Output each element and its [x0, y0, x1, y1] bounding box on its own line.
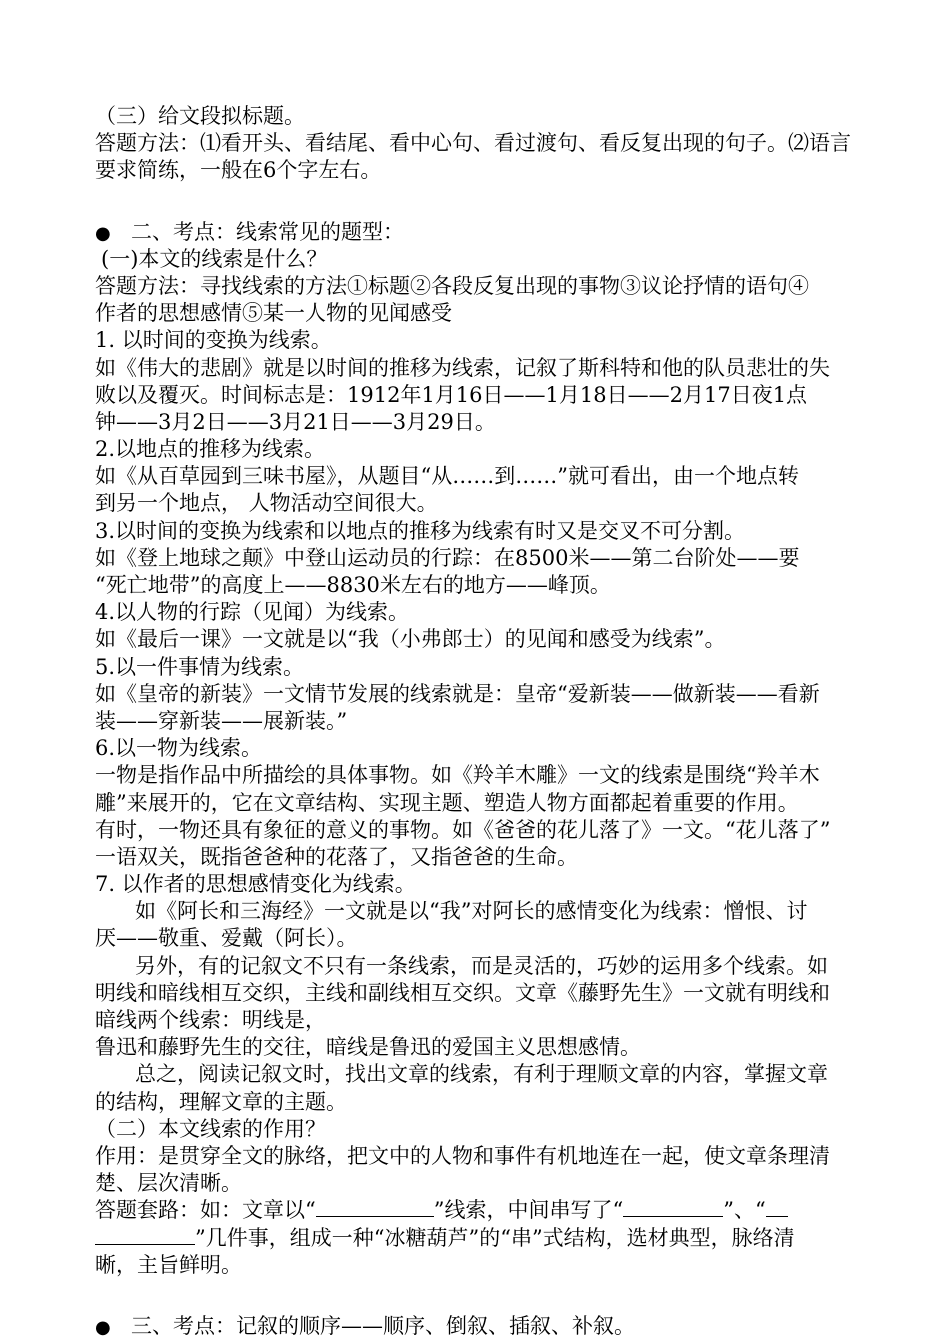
example-line: 如《最后一课》一文就是以“我（小弗郎士）的见闻和感受为线索”。 — [95, 627, 726, 652]
fill-blank[interactable] — [95, 1226, 195, 1245]
spacer — [95, 185, 865, 219]
template-text: ”线索，中间串写了“ — [433, 1198, 624, 1223]
document-page — [95, 103, 865, 1340]
template-text: ”、“ — [723, 1198, 766, 1223]
question-title: （二）本文线索的作用？ — [95, 1116, 326, 1141]
template-text: 答题套路：如：文章以“ — [95, 1198, 316, 1223]
example-line: 如《登上地球之颠》中登山运动员的行踪：在8500米——第二台阶处——要 — [95, 545, 800, 570]
answer-template-line — [95, 1225, 865, 1252]
key-point-heading — [95, 1313, 865, 1340]
question-title: (一)本文的线索是什么？ — [101, 246, 328, 271]
section-title: （三）给文段拟标题。 — [95, 104, 305, 128]
paragraph-line: 总之，阅读记叙文时，找出文章的线索，有利于理顺文章的内容，掌握文章 — [135, 1062, 828, 1087]
example-line: “死亡地带”的高度上——8830米左右的地方——峰顶。 — [95, 573, 611, 597]
example-line: 如《从百草园到三味书屋》，从题目“从……到……”就可看出，由一个地点转 — [95, 464, 799, 489]
list-item-heading: 5.以一件事情为线索。 — [95, 654, 305, 679]
paragraph-line: 明线和暗线相互交织，主线和副线相互交织。文章《藤野先生》一文就有明线和 — [95, 980, 830, 1005]
example-line: 钟——3月2日——3月21日——3月29日。 — [95, 409, 496, 434]
paragraph-line: 的结构，理解文章的主题。 — [95, 1089, 347, 1114]
example-line: 一语双关，既指爸爸种的花落了，又指爸爸的生命。 — [95, 844, 578, 869]
fill-blank[interactable] — [766, 1198, 788, 1217]
fill-blank[interactable] — [623, 1198, 723, 1217]
paragraph-line: 楚、层次清晰。 — [95, 1171, 242, 1196]
bullet-icon: ● — [95, 1316, 111, 1338]
fill-blank[interactable] — [316, 1198, 434, 1217]
paragraph-line: 暗线两个线索：明线是， — [95, 1008, 326, 1032]
template-text: ”几件事，组成一种“冰糖葫芦”的“串”式结构，选材典型，脉络清 — [195, 1225, 795, 1250]
list-item-heading: 7. 以作者的思想感情变化为线索。 — [95, 872, 416, 897]
key-point-title: 二、考点：线索常见的题型： — [131, 219, 404, 244]
paragraph-line: 作用：是贯穿全文的脉络，把文中的人物和事件有机地连在一起，使文章条理清 — [95, 1143, 830, 1168]
key-point-title: 三、考点：记叙的顺序——顺序、倒叙、插叙、补叙。 — [131, 1313, 635, 1338]
answer-method-line: 要求简练，一般在6个字左右。 — [95, 158, 382, 183]
example-line: 到另一个地点， 人物活动空间很大。 — [95, 491, 438, 516]
answer-template-line — [95, 1197, 865, 1224]
example-line: 厌——敬重、爱戴（阿长）。 — [95, 926, 358, 951]
example-line: 败以及覆灭。时间标志是：1912年1月16日——1月18日——2月17日夜1点 — [95, 382, 808, 407]
list-item-heading: 1. 以时间的变换为线索。 — [95, 328, 332, 353]
paragraph-line: 鲁迅和藤野先生的交往，暗线是鲁迅的爱国主义思想感情。 — [95, 1035, 641, 1060]
spacer — [95, 1279, 865, 1313]
answer-template-line: 晰，主旨鲜明。 — [95, 1252, 242, 1277]
answer-method-line: 答题方法：⑴看开头、看结尾、看中心句、看过渡句、看反复出现的句子。⑵语言 — [95, 131, 851, 156]
paragraph-line: 另外，有的记叙文不只有一条线索，而是灵活的，巧妙的运用多个线索。如 — [135, 953, 828, 978]
example-line: 如《伟大的悲剧》就是以时间的推移为线索，记叙了斯科特和他的队员悲壮的失 — [95, 355, 830, 380]
list-item-heading: 2.以地点的推移为线索。 — [95, 437, 326, 462]
answer-method-line: 答题方法：寻找线索的方法①标题②各段反复出现的事物③议论抒情的语句④ — [95, 273, 809, 298]
key-point-heading — [95, 219, 865, 246]
example-line: 装——穿新装——展新装。” — [95, 708, 348, 733]
list-item-heading: 4.以人物的行踪（见闻）为线索。 — [95, 600, 410, 625]
bullet-icon: ● — [95, 222, 111, 244]
example-line: 一物是指作品中所描绘的具体事物。如《羚羊木雕》一文的线索是围绕“羚羊木 — [95, 763, 820, 788]
list-item-heading: 3.以时间的变换为线索和以地点的推移为线索有时又是交叉不可分割。 — [95, 518, 746, 543]
example-line: 如《阿长和三海经》一文就是以“我”对阿长的感情变化为线索：憎恨、讨 — [135, 899, 808, 924]
example-line: 有时，一物还具有象征的意义的事物。如《爸爸的花儿落了》一文。“花儿落了” — [95, 817, 831, 842]
example-line: 雕”来展开的，它在文章结构、实现主题、塑造人物方面都起着重要的作用。 — [95, 790, 799, 815]
list-item-heading: 6.以一物为线索。 — [95, 736, 263, 761]
example-line: 如《皇帝的新装》一文情节发展的线索就是：皇帝“爱新装——做新装——看新 — [95, 681, 820, 706]
answer-method-line: 作者的思想感情⑤某一人物的见闻感受 — [95, 301, 452, 326]
